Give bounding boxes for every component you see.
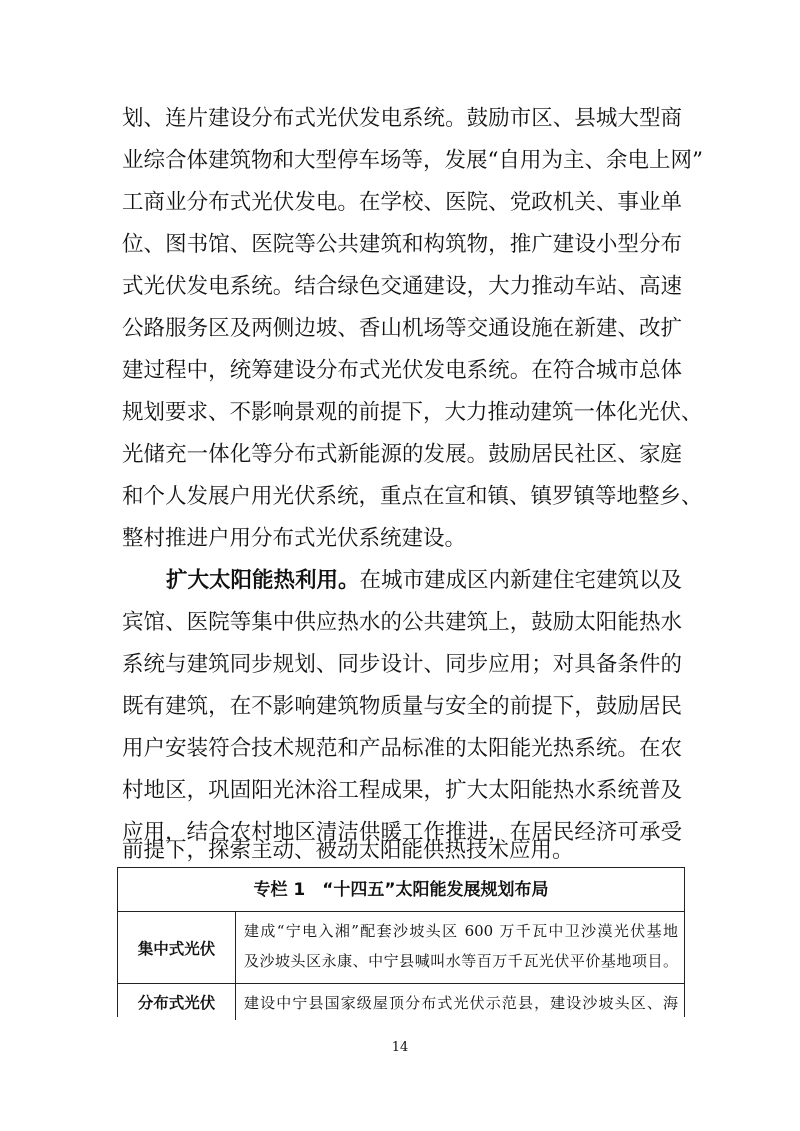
column-box-title: 专栏 1 “十四五”太阳能发展规划布局	[118, 868, 684, 912]
paragraph-line: 整村推进户用分布式光伏系统建设。	[122, 526, 467, 551]
row-content-line: 及沙坡头区永康、中宁县喊叫水等百万千瓦光伏平价基地项目。	[244, 952, 678, 970]
paragraph-line: 用户安装符合技术规范和产品标准的太阳能光热系统。在农	[122, 736, 682, 761]
row-content	[244, 988, 678, 1018]
paragraph-line: 建过程中，统筹建设分布式光伏发电系统。在符合城市总体	[122, 358, 682, 383]
paragraph-text: 在城市建成区内新建住宅建筑以及	[359, 568, 683, 593]
paragraph-line: 光储充一体化等分布式新能源的发展。鼓励居民社区、家庭	[122, 442, 682, 467]
paragraph-line: 工商业分布式光伏发电。在学校、医院、党政机关、事业单	[122, 190, 682, 215]
row-content-line: 建设中宁县国家级屋顶分布式光伏示范县，建设沙坡头区、海	[244, 994, 678, 1012]
table-row	[118, 984, 684, 1020]
paragraph-line: 和个人发展户用光伏系统，重点在宣和镇、镇罗镇等地整乡、	[122, 484, 703, 509]
row-label: 集中式光伏	[118, 912, 236, 983]
paragraph-line: 公路服务区及两侧边坡、香山机场等交通设施在新建、改扩	[122, 316, 682, 341]
paragraph-line: 划、连片建设分布式光伏发电系统。鼓励市区、县城大型商	[122, 106, 682, 131]
paragraph-line: 系统与建筑同步规划、同步设计、同步应用；对具备条件的	[122, 652, 682, 677]
paragraph-line: 村地区，巩固阳光沐浴工程成果，扩大太阳能热水系统普及	[122, 778, 682, 803]
paragraph-first-line	[166, 566, 682, 596]
paragraph-line: 式光伏发电系统。结合绿色交通建设，大力推动车站、高速	[122, 274, 682, 299]
paragraph-line: 位、图书馆、医院等公共建筑和构筑物，推广建设小型分布	[122, 232, 682, 257]
table-row	[118, 912, 684, 984]
paragraph-line: 前提下，探索主动、被动太阳能供热技术应用。	[122, 838, 574, 863]
paragraph-line: 既有建筑，在不影响建筑物质量与安全的前提下，鼓励居民	[122, 694, 682, 719]
page-number: 14	[391, 1040, 409, 1055]
paragraph-line: 业综合体建筑物和大型停车场等，发展“自用为主、余电上网”	[122, 148, 703, 173]
row-content-line: 建成“宁电入湘”配套沙坡头区 600 万千瓦中卫沙漠光伏基地	[244, 922, 678, 940]
row-content	[244, 916, 678, 976]
paragraph-line: 应用，结合农村地区清洁供暖工作推进，在居民经济可承受	[122, 820, 682, 845]
paragraph-heading: 扩大太阳能热利用。	[166, 568, 360, 593]
column-box	[117, 867, 685, 1017]
row-label: 分布式光伏	[118, 984, 236, 1020]
paragraph-line: 宾馆、医院等集中供应热水的公共建筑上，鼓励太阳能热水	[122, 610, 682, 635]
paragraph-line: 规划要求、不影响景观的前提下，大力推动建筑一体化光伏、	[122, 400, 703, 425]
